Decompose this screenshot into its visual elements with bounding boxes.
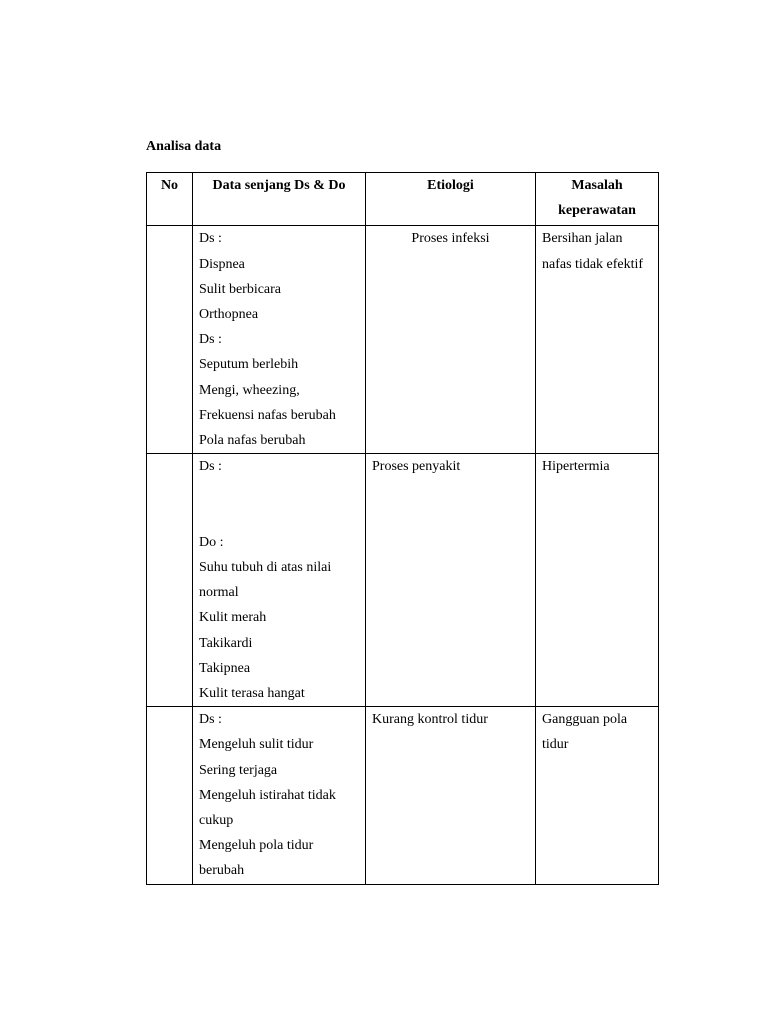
masalah-line: Hipertermia [542, 459, 610, 475]
header-masalah [536, 173, 659, 226]
data-line: Mengeluh pola tidur [199, 838, 314, 854]
data-line: Seputum berlebih [199, 357, 299, 373]
data-line: Mengeluh sulit tidur [199, 737, 314, 753]
data-line: Takipnea [199, 660, 251, 676]
header-masalah-line: keperawatan [558, 203, 636, 219]
header-etiologi: Etiologi [366, 173, 536, 226]
table-header-row [147, 173, 659, 226]
table-row [147, 454, 659, 707]
data-line: Takikardi [199, 635, 253, 651]
etiologi-text: Proses infeksi [411, 231, 490, 247]
table-row [147, 226, 659, 454]
data-line: Pola nafas berubah [199, 433, 306, 449]
cell-masalah [536, 226, 659, 454]
cell-etiologi [366, 454, 536, 707]
data-line: Suhu tubuh di atas nilai [199, 560, 332, 576]
etiologi-text: Proses penyakit [372, 459, 461, 475]
data-line: cukup [199, 813, 234, 829]
cell-data [193, 707, 366, 884]
header-no: No [147, 173, 193, 226]
cell-masalah [536, 707, 659, 884]
cell-no [147, 707, 193, 884]
masalah-line: Bersihan jalan [542, 231, 623, 247]
data-line: Mengi, wheezing, [199, 382, 300, 398]
data-line: berubah [199, 863, 245, 879]
masalah-line: tidur [542, 737, 569, 753]
data-line: Frekuensi nafas berubah [199, 407, 336, 423]
data-line: Ds : [199, 459, 222, 475]
section-heading: Analisa data [146, 139, 222, 154]
header-masalah-line: Masalah [571, 178, 623, 193]
data-line: Sering terjaga [199, 762, 278, 778]
data-line: normal [199, 585, 239, 601]
header-data: Data senjang Ds & Do [193, 173, 366, 226]
table-row [147, 707, 659, 884]
cell-data [193, 454, 366, 707]
data-line: Kulit terasa hangat [199, 686, 305, 702]
data-line: Orthopnea [199, 307, 259, 323]
data-line: Do : [199, 534, 224, 550]
masalah-line: Gangguan pola [542, 712, 628, 728]
data-line: Ds : [199, 332, 222, 348]
cell-no [147, 226, 193, 454]
cell-etiologi [366, 226, 536, 454]
etiologi-text: Kurang kontrol tidur [372, 712, 488, 728]
data-line: Kulit merah [199, 610, 267, 626]
cell-masalah [536, 454, 659, 707]
data-line: Ds : [199, 231, 222, 247]
masalah-line: nafas tidak efektif [542, 256, 644, 272]
analysis-table [146, 172, 659, 885]
data-line: Ds : [199, 712, 222, 728]
cell-no [147, 454, 193, 707]
data-line: Dispnea [199, 256, 245, 272]
cell-data [193, 226, 366, 454]
blank-space [199, 479, 359, 529]
data-line: Sulit berbicara [199, 281, 282, 297]
data-line: Mengeluh istirahat tidak [199, 787, 336, 803]
cell-etiologi [366, 707, 536, 884]
